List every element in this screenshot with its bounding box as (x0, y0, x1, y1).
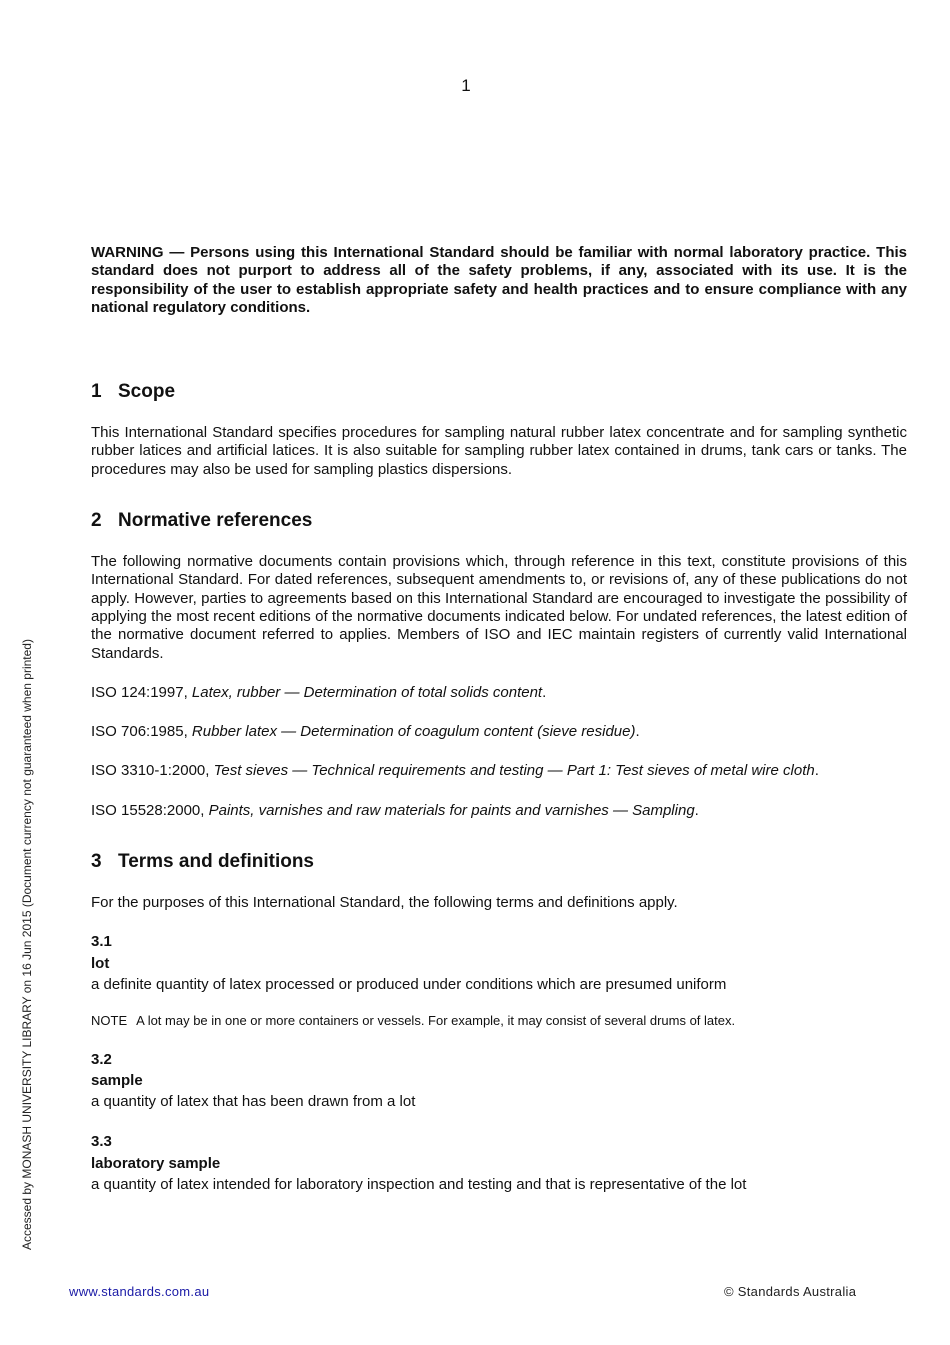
page-number: 1 (461, 76, 471, 95)
normative-paragraph: The following normative documents contain provisions which, through reference in this text, constitute provisions of this International Standard. For dated references, subsequent amendments to, or revisions of, any of these publications do not apply. However, parties to agreements based on this International Standard are encouraged to investigate the possibility of applying the most recent editions of the normative documents indicated below. For undated references, the latest edition of the normative document referred to applies. Members of ISO and IEC maintain registers of currently valid International Standards. (91, 553, 907, 662)
term-definition: a quantity of latex intended for laboratory inspection and testing and that is representative of the lot (91, 1176, 747, 1194)
reference-item: ISO 124:1997, Latex, rubber — Determination of total solids content. (91, 683, 547, 701)
safety-warning: WARNING — Persons using this International Standard should be familiar with normal laboratory practice. This standard does not purport to address all of the safety problems, if any, associated with its use. It is the responsibility of the user to establish appropriate safety and health practices and to ensure compliance with any national regulatory conditions. (91, 244, 907, 316)
footer-website-link[interactable]: www.standards.com.au (69, 1284, 210, 1299)
term-name: lot (91, 954, 110, 972)
scope-paragraph: This International Standard specifies procedures for sampling natural rubber latex concentrate and for sampling synthetic rubber latices and artificial latices. It is also suitable for sampling rubber latex contained in drums, tank cars or tanks. The procedures may also be used for sampling plastics dispersions. (91, 424, 907, 478)
term-definition: a quantity of latex that has been drawn from a lot (91, 1093, 416, 1111)
section-heading-normative-references: 2 Normative references (91, 510, 313, 532)
term-number: 3.1 (91, 933, 112, 951)
term-entry-lot (91, 933, 907, 1030)
footer-copyright: © Standards Australia (724, 1284, 857, 1299)
reference-item: ISO 15528:2000, Paints, varnishes and raw materials for paints and varnishes — Sampling. (91, 801, 699, 819)
term-entry-sample (91, 1051, 907, 1112)
term-note: NOTE A lot may be in one or more containers or vessels. For example, it may consist of several drums of latex. (91, 1013, 736, 1029)
section-heading-scope: 1 Scope (91, 381, 176, 403)
document-body (91, 244, 907, 1194)
term-number: 3.2 (91, 1050, 112, 1068)
term-entry-laboratory-sample (91, 1133, 907, 1194)
term-definition: a definite quantity of latex processed or produced under conditions which are presumed uniform (91, 975, 727, 993)
term-name: laboratory sample (91, 1154, 221, 1172)
access-watermark: Accessed by MONASH UNIVERSITY LIBRARY on 16 Jun 2015 (Document currency not guaranteed when printed) (20, 639, 34, 1250)
term-name: sample (91, 1071, 143, 1089)
reference-item: ISO 706:1985, Rubber latex — Determination of coagulum content (sieve residue). (91, 723, 640, 741)
section-heading-terms-and-definitions: 3 Terms and definitions (91, 851, 315, 873)
terms-intro: For the purposes of this International Standard, the following terms and definitions apply. (91, 894, 678, 912)
reference-item: ISO 3310-1:2000, Test sieves — Technical requirements and testing — Part 1: Test sieves of metal wire cloth. (91, 762, 819, 780)
term-number: 3.3 (91, 1133, 112, 1151)
